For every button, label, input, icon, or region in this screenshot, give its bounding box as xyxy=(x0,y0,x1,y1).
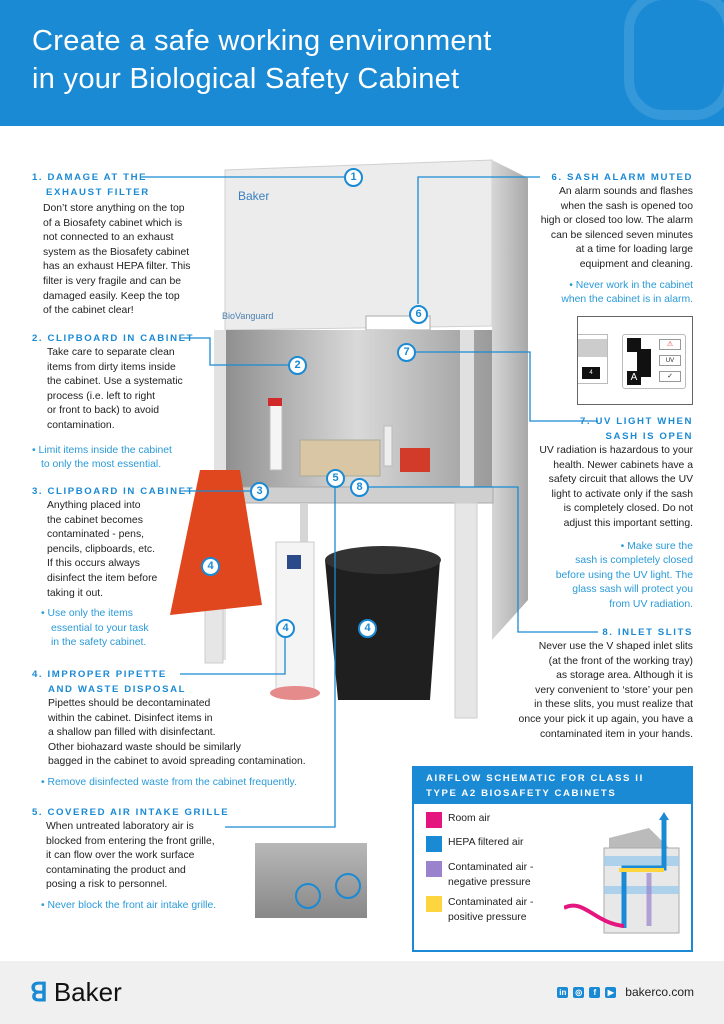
section-heading: 8. INLET SLITS xyxy=(602,627,693,638)
linkedin-icon[interactable]: in xyxy=(559,987,567,997)
facebook-icon[interactable]: f xyxy=(589,987,600,998)
section-heading: 5. COVERED AIR INTAKE GRILLE xyxy=(32,807,230,818)
section-tip: • Never block the front air intake grille. xyxy=(41,899,217,911)
section-heading: 6. SASH ALARM MUTED xyxy=(551,172,693,183)
section-7: 7. UV LIGHT WHEN SASH IS OPEN UV radiation is hazardous to your health. Newer cabinets have a safety circuit that allows the UV light to activate only if the sash is completely closed. Do not adjust this important setting. • Make sure the sash is completely closed before using the UV light. The glass sash will protect you from UV radiation. xyxy=(470,414,693,613)
callout-1: 1 xyxy=(344,168,363,187)
website-link[interactable]: bakerco.com xyxy=(625,985,694,999)
red-container xyxy=(400,448,430,472)
section-tip: • Use only the items essential to your task in the safety cabinet. xyxy=(41,608,149,649)
section-tip: • Make sure the sash is completely closed before using the UV light. The glass sash will protect you from UV radiation. xyxy=(555,540,693,610)
section-heading: 7. UV LIGHT WHEN SASH IS OPEN xyxy=(579,416,693,442)
section-body: Don’t store anything on the top of a Biosafety cabinet which is not connected to an exhaust system as the Biosafety cabinet has an exhaust HEPA filter. This filter is very fragile and can be damaged easily. Keep the top of the cabinet clear! xyxy=(43,203,191,317)
instagram-icon[interactable]: ◎ xyxy=(573,987,584,998)
callout-6: 6 xyxy=(409,305,428,324)
alarm-indicator-icon: ⚠ xyxy=(659,339,681,350)
section-heading: 4. IMPROPER PIPETTE AND WASTE DISPOSAL xyxy=(32,669,187,695)
section-body: Pipettes should be decontaminated within the cabinet. Disinfect items in a shallow pan filled with disinfectant. Other biohazard waste should be similarly bagged in the cabinet to avoid spreading contamination. xyxy=(48,698,306,768)
footer-logo[interactable]: ꓭ Baker xyxy=(30,977,122,1007)
auto-button: A xyxy=(627,371,641,385)
cabinet-side xyxy=(492,160,528,640)
section-tip: • Remove disinfected waste from the cabinet frequently. xyxy=(41,776,297,788)
section-8-body: Never use the V shaped inlet slits (at the front of the working tray) as storage area. Although it is very convenient to ‘store’ your pen in these slits, you must realize that once your pick it up again, you have a contaminated item in your hands. xyxy=(518,641,693,740)
airflow-title: AIRFLOW SCHEMATIC FOR CLASS II TYPE A2 BIOSAFETY CABINETS xyxy=(414,768,691,804)
footer xyxy=(0,961,724,1024)
section-body: Anything placed into the cabinet becomes contaminated - pens, pencils, clipboards, etc. If this occurs always disinfect the item before taking it out. xyxy=(47,500,158,599)
callout-8: 8 xyxy=(350,478,369,497)
section-6-body: An alarm sounds and flashes when the sash is opened too high or closed too low. The alarm can be silenced seven minutes at a time for loading large equipment and cleaning. • Never work in the cabinet when the cabinet is in alarm. xyxy=(470,185,693,308)
callout-4: 4 xyxy=(201,557,220,576)
cabinet-model: BioVanguard xyxy=(222,311,274,321)
section-heading: 2. CLIPBOARD IN CABINET xyxy=(32,333,195,344)
section-tip: • Limit items inside the cabinet to only the most essential. xyxy=(32,444,172,471)
youtube-icon[interactable]: ▶ xyxy=(605,987,616,998)
callout-7: 7 xyxy=(397,343,416,362)
callout-4: 4 xyxy=(276,619,295,638)
section-body: When untreated laboratory air is blocked from entering the front grille, it can flow over the work surface contaminating the product and posing a risk to personnel. xyxy=(46,821,215,891)
sash-level-display: 4 xyxy=(578,334,608,384)
social-links xyxy=(557,985,694,999)
callout-2: 2 xyxy=(288,356,307,375)
section-heading: 1. DAMAGE AT THE EXHAUST FILTER xyxy=(32,172,150,198)
spray-bottle xyxy=(270,400,282,470)
ok-indicator-icon: ✓ xyxy=(659,371,681,382)
uv-indicator: UV xyxy=(659,355,681,366)
callout-5: 5 xyxy=(326,469,345,488)
section-tip: • Never work in the cabinet when the cabinet is in alarm. xyxy=(561,279,693,306)
waste-bin xyxy=(325,560,440,700)
page-title: Create a safe working environment in your Biological Safety Cabinet xyxy=(32,25,492,95)
airflow-schematic: AIRFLOW SCHEMATIC FOR CLASS II TYPE A2 BIOSAFETY CABINETS Room air HEPA filtered air Contaminated air - negative pressure Contaminated air - positive pressure xyxy=(412,766,693,952)
section-body: Take care to separate clean items from dirty items inside the cabinet. Use a systematic process (i.e. left to right or front to back) to avoid contamination. xyxy=(47,347,183,431)
baker-logo-icon: ꓭ xyxy=(30,977,48,1007)
section-heading: 3. CLIPBOARD IN CABINET xyxy=(32,486,195,497)
cabinet-brand: Baker xyxy=(238,189,270,203)
callout-3: 3 xyxy=(250,482,269,501)
callout-4: 4 xyxy=(358,619,377,638)
